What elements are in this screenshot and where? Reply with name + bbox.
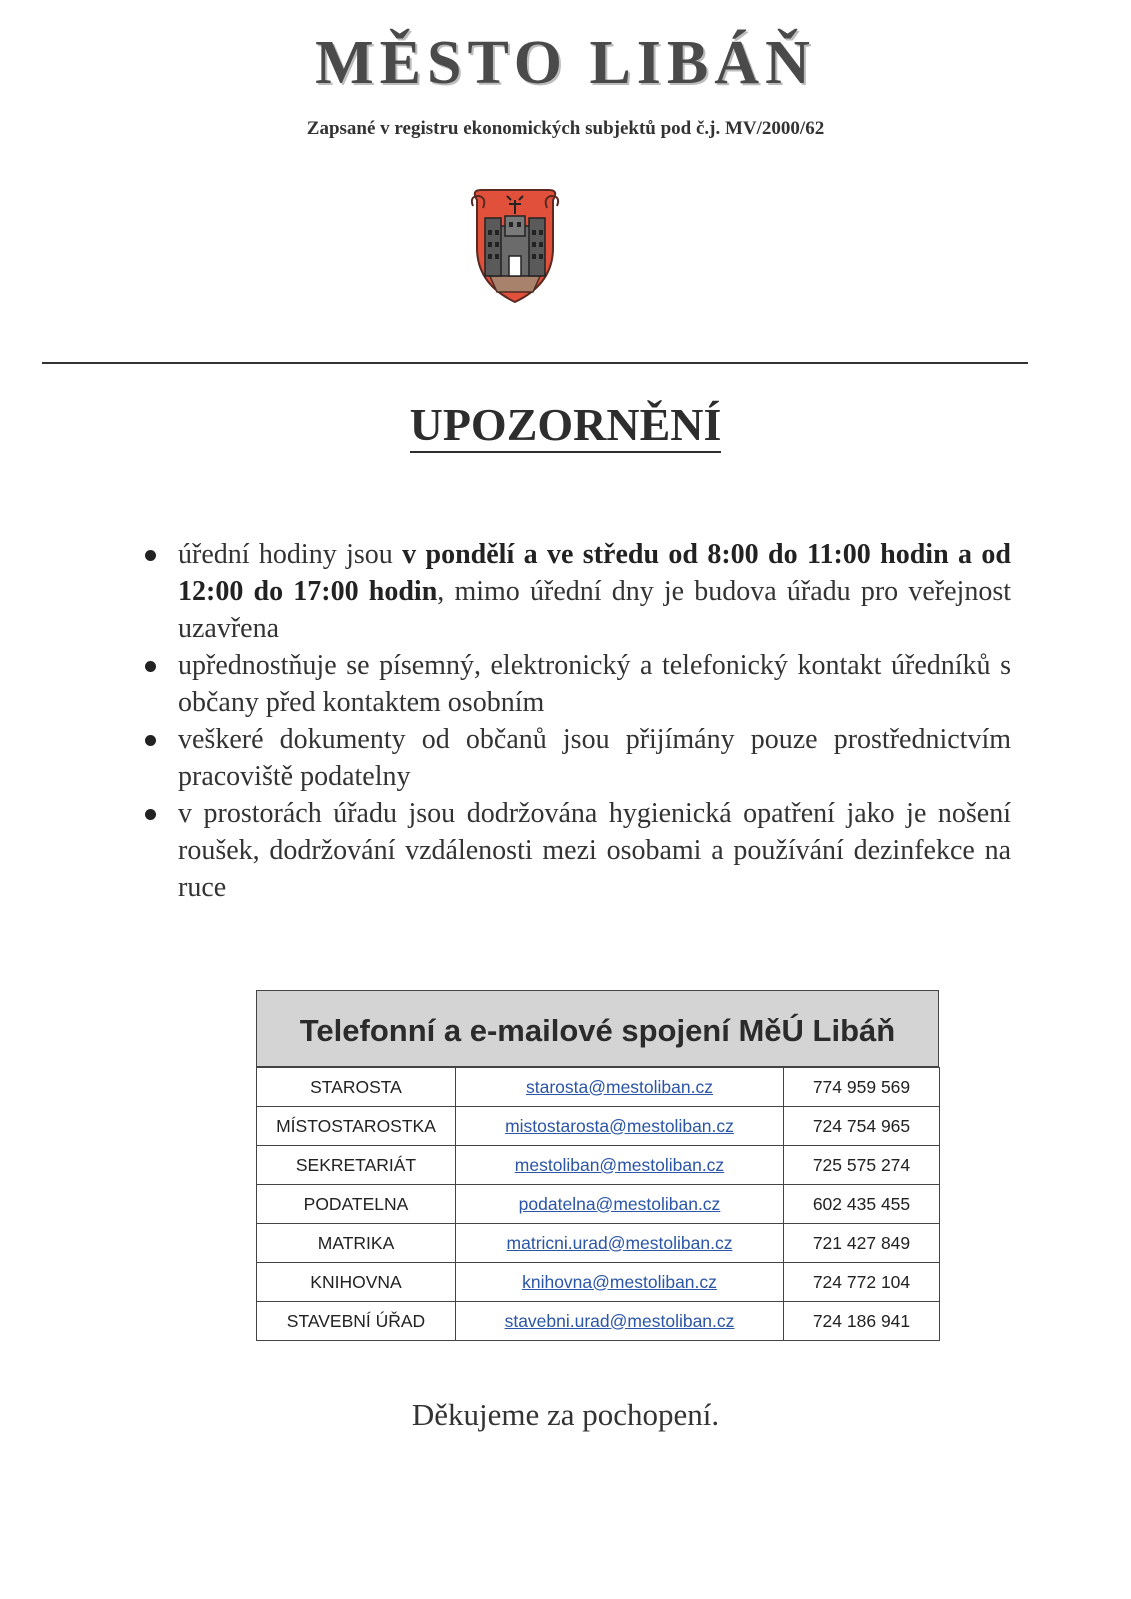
contact-table	[256, 990, 939, 1341]
role-cell: STAVEBNÍ ÚŘAD	[257, 1302, 456, 1341]
phone-cell: 602 435 455	[784, 1185, 940, 1224]
table-row	[257, 1146, 940, 1185]
role-cell: KNIHOVNA	[257, 1263, 456, 1302]
phone-cell: 724 754 965	[784, 1107, 940, 1146]
phone-cell: 725 575 274	[784, 1146, 940, 1185]
list-item: v prostorách úřadu jsou dodržována hygienická opatření jako je nošení roušek, dodržování vzdálenosti mezi osobami a používání dezinfekce na ruce	[145, 795, 1011, 906]
notice-list	[145, 536, 1011, 906]
horizontal-rule	[42, 362, 1028, 364]
town-title: MĚSTO LIBÁŇ	[315, 29, 816, 97]
email-link[interactable]: mistostarosta@mestoliban.cz	[456, 1107, 784, 1146]
role-cell: SEKRETARIÁT	[257, 1146, 456, 1185]
role-cell: MÍSTOSTAROSTKA	[257, 1107, 456, 1146]
table-row	[257, 1302, 940, 1341]
email-link[interactable]: starosta@mestoliban.cz	[456, 1068, 784, 1107]
table-row	[257, 1185, 940, 1224]
coat-of-arms-icon	[467, 186, 563, 306]
bullet-icon	[145, 735, 156, 746]
phone-cell: 724 186 941	[784, 1302, 940, 1341]
contact-table-title: Telefonní a e-mailové spojení MěÚ Libáň	[256, 990, 939, 1067]
phone-cell: 724 772 104	[784, 1263, 940, 1302]
email-link[interactable]: knihovna@mestoliban.cz	[456, 1263, 784, 1302]
table-row	[257, 1068, 940, 1107]
email-link[interactable]: stavebni.urad@mestoliban.cz	[456, 1302, 784, 1341]
table-row	[257, 1263, 940, 1302]
bullet-icon	[145, 809, 156, 820]
role-cell: PODATELNA	[257, 1185, 456, 1224]
bullet-icon	[145, 661, 156, 672]
email-link[interactable]: matricni.urad@mestoliban.cz	[456, 1224, 784, 1263]
phone-cell: 774 959 569	[784, 1068, 940, 1107]
notice-heading: UPOZORNĚNÍ	[0, 398, 1131, 451]
table-row	[257, 1107, 940, 1146]
phone-cell: 721 427 849	[784, 1224, 940, 1263]
list-item: veškeré dokumenty od občanů jsou přijímány pouze prostřednictvím pracoviště podatelny	[145, 721, 1011, 795]
role-cell: MATRIKA	[257, 1224, 456, 1263]
registration-line: Zapsané v registru ekonomických subjektů pod č.j. MV/2000/62	[306, 118, 825, 139]
table-row	[257, 1224, 940, 1263]
thank-you-note: Děkujeme za pochopení.	[411, 1397, 720, 1432]
bullet-icon	[145, 550, 156, 561]
role-cell: STAROSTA	[257, 1068, 456, 1107]
email-link[interactable]: mestoliban@mestoliban.cz	[456, 1146, 784, 1185]
email-link[interactable]: podatelna@mestoliban.cz	[456, 1185, 784, 1224]
list-item: úřední hodiny jsou v pondělí a ve středu od 8:00 do 11:00 hodin a od 12:00 do 17:00 hodin, mimo úřední dny je budova úřadu pro veřejnost uzavřena	[145, 536, 1011, 647]
list-item: upřednostňuje se písemný, elektronický a telefonický kontakt úředníků s občany před kontaktem osobním	[145, 647, 1011, 721]
